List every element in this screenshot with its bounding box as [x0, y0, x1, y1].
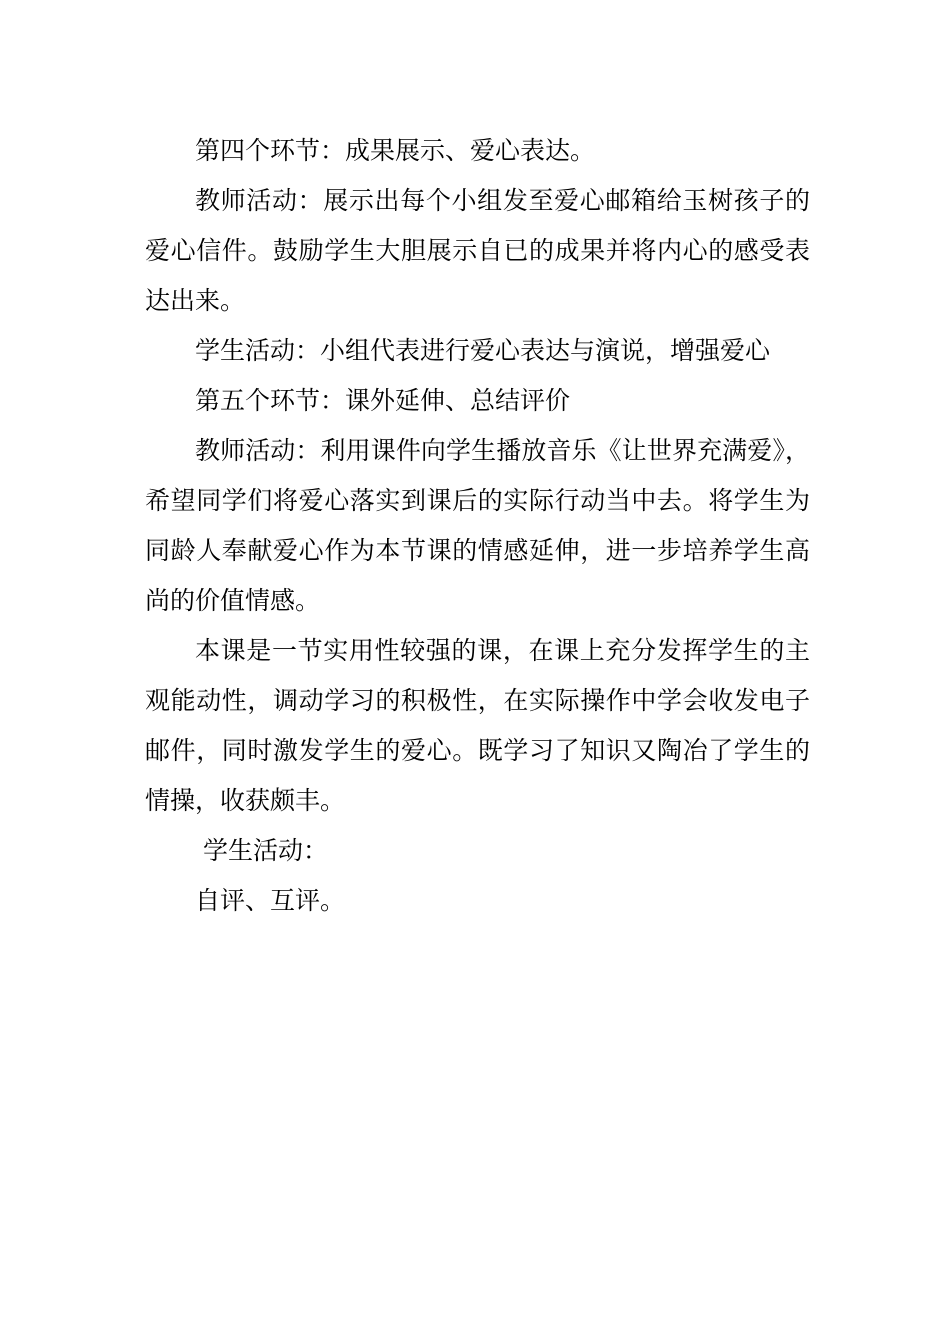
evaluation-paragraph: 自评、互评。	[195, 886, 346, 915]
student-activity-paragraph: 学生活动：小组代表进行爱心表达与演说，增强爱心	[195, 336, 771, 365]
student-activity-label: 学生活动：	[203, 836, 329, 865]
document-body	[145, 126, 810, 926]
teacher-activity-paragraph-2: 教师活动：利用课件向学生播放音乐《让世界充满爱》，希望同学们将爱心落实到课后的实际行动当中去。将学生为同龄人奉献爱心作为本节课的情感延伸，进一步培养学生高尚的价值情感。	[145, 436, 810, 615]
lesson-summary-paragraph: 本课是一节实用性较强的课，在课上充分发挥学生的主观能动性，调动学习的积极性，在实际操作中学会收发电子邮件，同时激发学生的爱心。既学习了知识又陶冶了学生的情操，收获颇丰。	[145, 636, 810, 815]
section-heading-4: 第四个环节：成果展示、爱心表达。	[195, 136, 596, 165]
section-heading-5: 第五个环节：课外延伸、总结评价	[195, 386, 571, 415]
teacher-activity-paragraph: 教师活动：展示出每个小组发至爱心邮箱给玉树孩子的爱心信件。鼓励学生大胆展示自已的成果并将内心的感受表达出来。	[145, 186, 810, 315]
